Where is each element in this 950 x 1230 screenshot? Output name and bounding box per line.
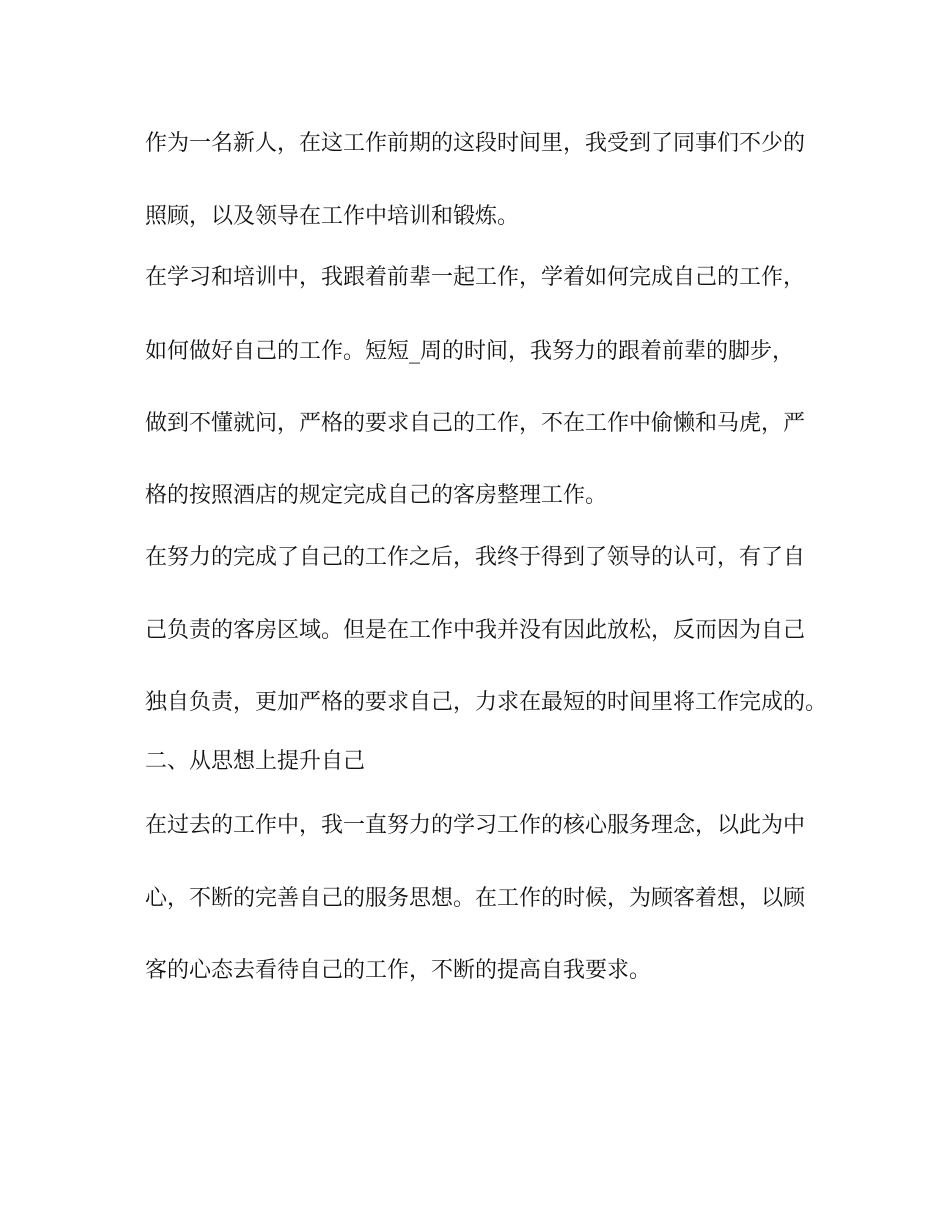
paragraph-line: 心，不断的完善自己的服务思想。在工作的时候，为顾客着想，以顾 xyxy=(145,886,806,911)
paragraph-line: 格的按照酒店的规定完成自己的客房整理工作。 xyxy=(145,483,608,508)
paragraph-line: 在过去的工作中，我一直努力的学习工作的核心服务理念，以此为中 xyxy=(145,813,806,838)
paragraph-line: 作为一名新人，在这工作前期的这段时间里，我受到了同事们不少的 xyxy=(145,131,806,156)
paragraph-line: 照顾，以及领导在工作中培训和锻炼。 xyxy=(145,204,520,229)
paragraph-line: 如何做好自己的工作。短短_周的时间，我努力的跟着前辈的脚步， xyxy=(145,339,795,364)
paragraph-line: 己负责的客房区域。但是在工作中我并没有因此放松，反而因为自己 xyxy=(145,618,806,643)
paragraph-line: 在努力的完成了自己的工作之后，我终于得到了领导的认可，有了自 xyxy=(145,545,806,570)
paragraph-line: 客的心态去看待自己的工作，不断的提高自我要求。 xyxy=(145,958,652,983)
paragraph-line: 做到不懂就问，严格的要求自己的工作，不在工作中偷懒和马虎，严 xyxy=(145,411,806,436)
paragraph-line: 独自负责，更加严格的要求自己，力求在最短的时间里将工作完成的。 xyxy=(145,690,828,715)
paragraph-line: 在学习和培训中，我跟着前辈一起工作，学着如何完成自己的工作， xyxy=(145,265,806,290)
section-heading: 二、从思想上提升自己 xyxy=(145,749,366,774)
